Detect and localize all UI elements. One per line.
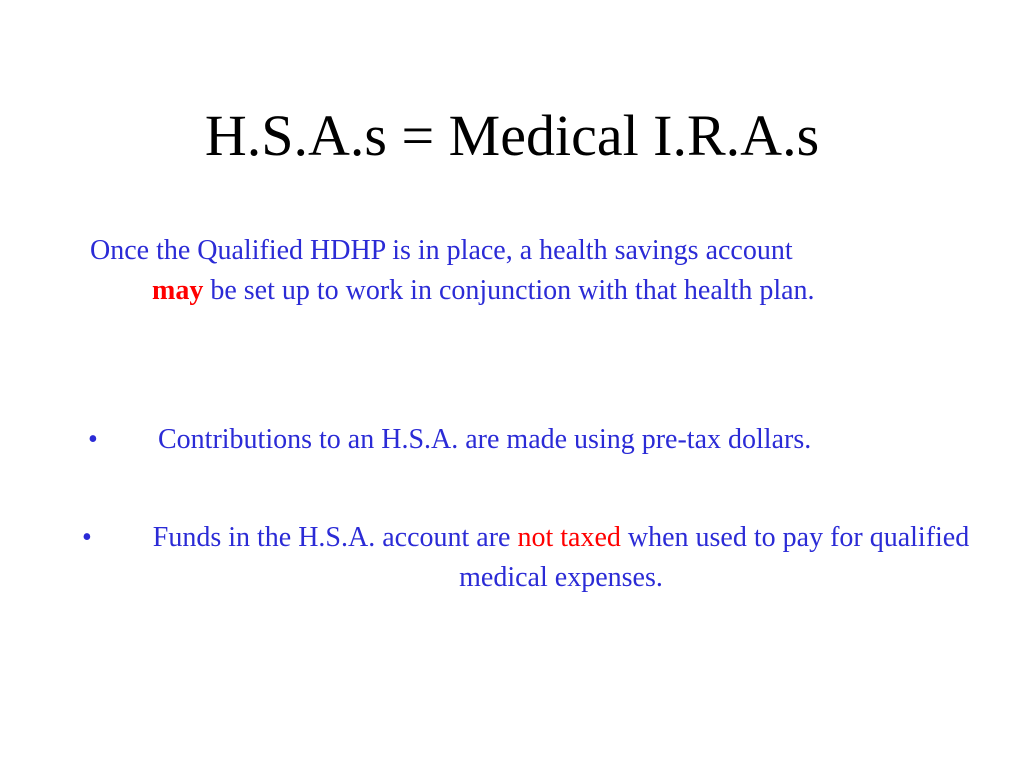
bullet-funds — [146, 518, 976, 598]
bullet-funds-text-after: when used to pay for qualified medical expenses. — [459, 522, 970, 593]
intro-line-2-text: be set up to work in conjunction with that health plan. — [203, 275, 815, 306]
intro-line-1: Once the Qualified HDHP is in place, a health savings account — [90, 235, 793, 266]
bullet-contributions: Contributions to an H.S.A. are made using pre-tax dollars. — [158, 424, 812, 455]
intro-emphasis-may: may — [152, 275, 204, 306]
intro-line-2 — [90, 271, 970, 311]
bullet-funds-emphasis: not taxed — [517, 522, 621, 553]
slide-title: H.S.A.s = Medical I.R.A.s — [204, 103, 820, 168]
bullet-marker-2: • — [82, 522, 92, 553]
intro-paragraph — [90, 231, 970, 311]
bullet-marker-1: • — [88, 424, 98, 455]
bullet-funds-text-before: Funds in the H.S.A. account are — [152, 522, 518, 553]
